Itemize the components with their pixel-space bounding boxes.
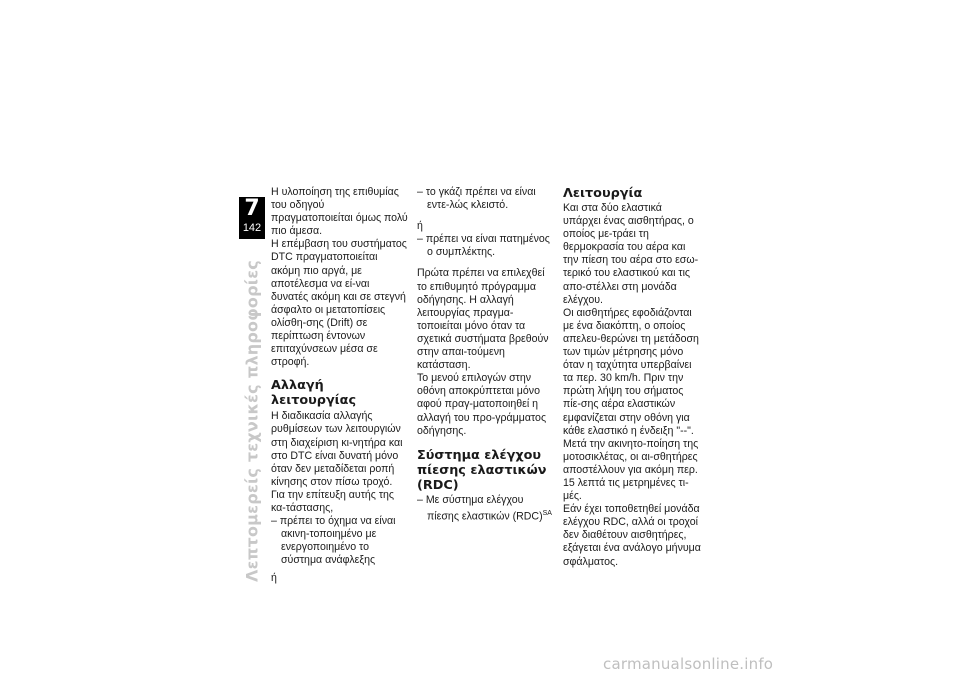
bullet-text: – Με σύστημα ελέγχου πίεσης ελαστικών (RDC) xyxy=(417,493,543,523)
or-separator: ή xyxy=(417,220,423,233)
option-superscript: SA xyxy=(542,509,552,517)
paragraph: Η επέμβαση του συστήματος DTC πραγματοποιείται ακόμη πιο αργά, με αποτέλεσμα να εί-ναι δυνατές ακόμη και σε στεγνή άσφαλτο οι μετατοπίσεις ολίσθη-σης (Drift) σε περίπτωση έντονων επιταχύνσεων μέσα σε στροφή. xyxy=(271,238,407,369)
bullet-item xyxy=(417,494,555,524)
text-column-3 xyxy=(563,186,701,569)
or-separator: ή xyxy=(271,572,277,585)
section-heading-function: Λειτουργία xyxy=(563,186,643,201)
paragraph: Και στα δύο ελαστικά υπάρχει ένας αισθητήρας, ο οποίος με-τράει τη θερμοκρασία του αέρα και την πίεση του αέρα στο εσω-τερικό του ελαστικού και τις απο-στέλλει στη μονάδα ελέγχου. xyxy=(563,202,699,306)
text-column-1 xyxy=(271,186,409,586)
text-column-2 xyxy=(417,186,555,523)
section-heading-mode-change: Αλλαγή λειτουργίας xyxy=(271,378,357,409)
page-number: 142 xyxy=(242,222,262,234)
paragraph: Εάν έχει τοποθετηθεί μονάδα ελέγχου RDC, αλλά οι τροχοί δεν διαθέτουν αισθητήρες, εξάγεται ένα ανάλογο μήνυμα σφάλματος. xyxy=(563,503,701,568)
paragraph: Η διαδικασία αλλαγής ρυθμίσεων των λειτουργιών στη διαχείριση κι-νητήρα και στο DTC είναι δυνατή μόνο όταν δεν μεταδίδεται ροπή κίνησης στον πίσω τροχό. xyxy=(271,410,403,488)
paragraph: Η υλοποίηση της επιθυμίας του οδηγού πραγματοποιείται όμως πολύ πιο άμεσα. xyxy=(271,186,408,238)
section-heading-rdc: Σύστημα ελέγχου πίεσης ελαστικών (RDC) xyxy=(417,447,547,493)
paragraph: Πρώτα πρέπει να επιλεχθεί το επιθυμητό πρόγραμμα οδήγησης. Η αλλαγή λειτουργίας πραγμα-τοποιείται μόνο όταν τα σχετικά συστήματα βρεθούν στην απαι-τούμενη κατάσταση. xyxy=(417,267,549,372)
chapter-number: 7 xyxy=(244,196,260,221)
bullet-item: – το γκάζι πρέπει να είναι εντε-λώς κλειστό. xyxy=(417,186,536,212)
bullet-item: – πρέπει το όχημα να είναι ακινη-τοποιημένο με ενεργοποιημένο το σύστημα ανάφλεξης xyxy=(271,515,396,567)
bullet-item: – πρέπει να είναι πατημένος ο συμπλέκτης. xyxy=(417,233,550,259)
paragraph: Για την επίτευξη αυτής της κα-τάστασης, xyxy=(271,488,395,514)
chapter-tab xyxy=(239,197,265,239)
paragraph: Το μενού επιλογών στην οθόνη αποκρύπτεται μόνο αφού πραγ-ματοποιηθεί η αλλαγή του προ-γράμματος οδήγησης. xyxy=(417,372,547,437)
watermark: carmanualsonline.info xyxy=(603,655,774,673)
chapter-side-title: Λεπτομερείς τεχνικές πληροφορίες xyxy=(242,260,262,582)
paragraph: Οι αισθητήρες εφοδιάζονται με ένα διακόπτη, ο οποίος απελευ-θερώνει τη μετάδοση των τιμών μέτρησης μόνο όταν η ταχύτητα υπερβαίνει τα περ. 30 km/h. Πριν την πρώτη λήψη του σήματος πίε-σης αέρα ελαστικών εμφανίζεται στην οθόνη για κάθε ελαστικό η ένδειξη "--". Μετά την ακινητο-ποίηση της μοτοσικλέτας, οι αι-σθητήρες αποστέλλουν για ακόμη περ. 15 λεπτά τις μετρημένες τι-μές. xyxy=(563,306,699,503)
